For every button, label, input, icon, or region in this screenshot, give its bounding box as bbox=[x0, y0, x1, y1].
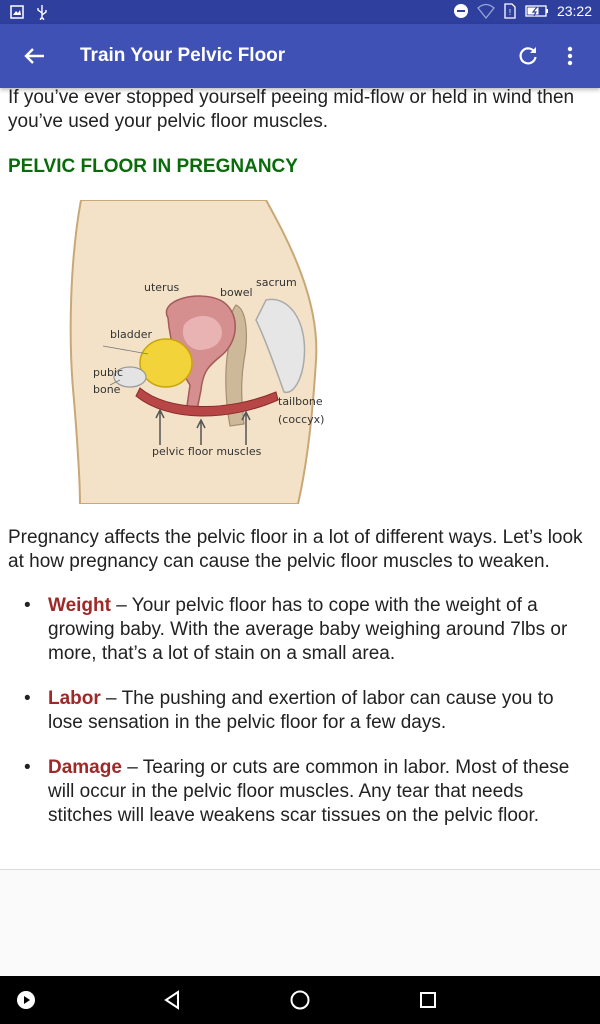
pelvic-floor-illustration bbox=[8, 200, 358, 504]
bullet-term: Labor bbox=[48, 688, 101, 709]
label-coccyx: (coccyx) bbox=[278, 413, 325, 426]
navigation-bar bbox=[0, 976, 600, 1024]
battery-charging-icon bbox=[525, 4, 549, 18]
app-bar bbox=[0, 24, 600, 88]
image-icon bbox=[10, 5, 24, 19]
do-not-disturb-icon bbox=[453, 3, 469, 19]
label-uterus: uterus bbox=[144, 281, 180, 294]
page-title: Train Your Pelvic Floor bbox=[80, 45, 286, 66]
label-sacrum: sacrum bbox=[256, 276, 297, 289]
bullet-text: – Tearing or cuts are common in labor. Most of these will occur in the pelvic floor muscles. Any tear that needs stitches will leave weakens scar tissues on the pelvic floor. bbox=[48, 757, 570, 826]
bullet-term: Damage bbox=[48, 757, 122, 778]
wifi-icon bbox=[477, 3, 495, 19]
label-pubic: pubic bbox=[93, 366, 124, 379]
section-heading: PELVIC FLOOR IN PREGNANCY bbox=[8, 156, 298, 177]
label-pelvic-floor-muscles: pelvic floor muscles bbox=[152, 445, 262, 458]
label-bone: bone bbox=[93, 383, 121, 396]
sim-icon bbox=[503, 3, 517, 19]
label-tailbone: tailbone bbox=[278, 395, 323, 408]
list-item bbox=[8, 756, 592, 828]
bullet-text: – Your pelvic floor has to cope with the weight of a growing baby. With the average baby weighing around 7lbs or more, that’s a lot of stain on a small area. bbox=[48, 595, 568, 664]
svg-text:!: ! bbox=[508, 8, 512, 17]
more-vert-icon[interactable] bbox=[558, 44, 582, 68]
usb-icon bbox=[36, 4, 48, 20]
bullet-text: – The pushing and exertion of labor can cause you to lose sensation in the pelvic floor for a few days. bbox=[48, 688, 554, 733]
effects-list bbox=[8, 594, 592, 828]
clock: 23:22 bbox=[556, 3, 592, 19]
nav-back-icon[interactable] bbox=[161, 989, 183, 1011]
label-bladder: bladder bbox=[110, 328, 153, 341]
play-icon[interactable] bbox=[16, 990, 36, 1010]
article-view[interactable] bbox=[0, 88, 600, 870]
intro-paragraph: If you’ve ever stopped yourself peeing mid-flow or held in wind then you’ve used your pelvic floor muscles. bbox=[8, 88, 575, 132]
back-arrow-icon[interactable] bbox=[22, 44, 48, 68]
refresh-icon[interactable] bbox=[516, 44, 540, 68]
bullet-term: Weight bbox=[48, 595, 111, 616]
nav-recents-icon[interactable] bbox=[418, 990, 438, 1010]
list-item bbox=[8, 594, 592, 666]
pelvic-floor-diagram bbox=[8, 200, 358, 504]
label-bowel: bowel bbox=[220, 286, 253, 299]
empty-area bbox=[0, 871, 600, 976]
pregnancy-paragraph: Pregnancy affects the pelvic floor in a lot of different ways. Let’s look at how pregnancy can cause the pelvic floor muscles to weaken. bbox=[8, 527, 583, 572]
nav-home-icon[interactable] bbox=[289, 989, 311, 1011]
status-bar bbox=[0, 0, 600, 24]
list-item bbox=[8, 687, 592, 735]
